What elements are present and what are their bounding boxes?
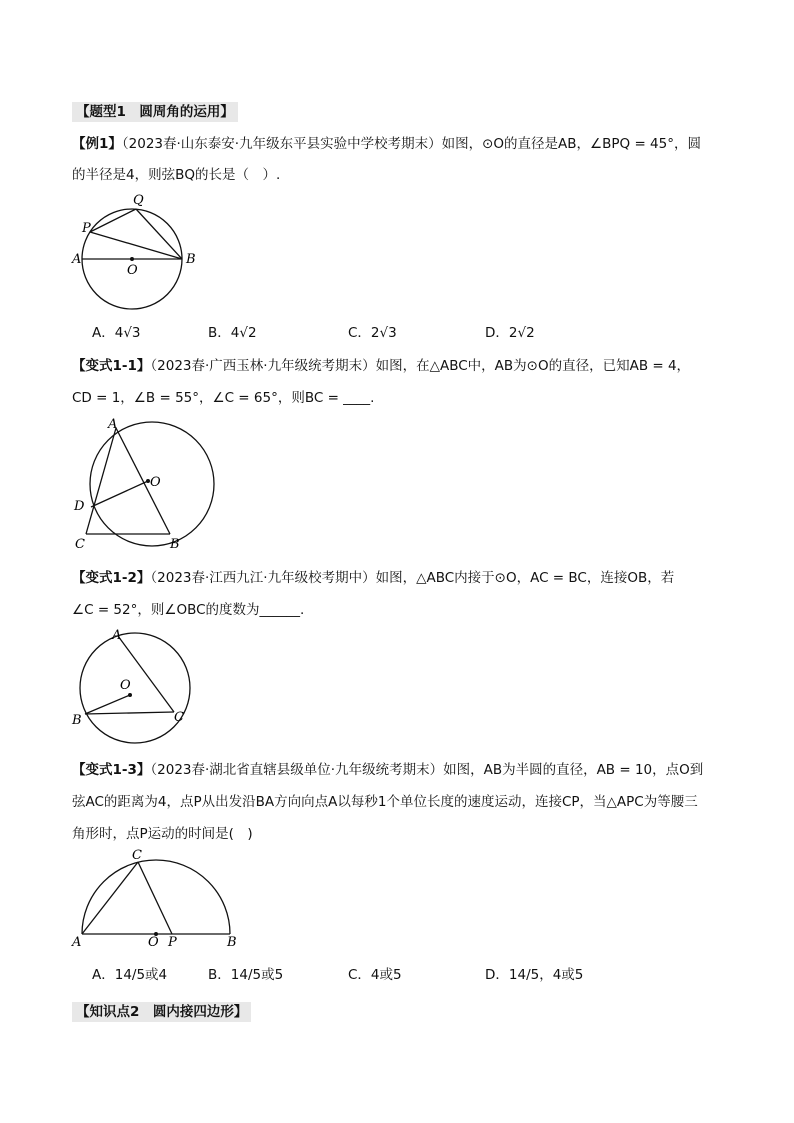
variant12-figure (70, 626, 200, 750)
example1-figure (70, 192, 200, 322)
label-A: A (108, 417, 118, 432)
example1-line2: 的半径是4，则弦BQ的长是（ ）. (72, 167, 281, 183)
variant13-text-line1 (72, 760, 703, 780)
variant11-figure (70, 414, 220, 554)
variant13-option-c[interactable]: C．4或5 (348, 967, 402, 983)
label-O: O (120, 678, 131, 693)
example1-tag: 【例1】 (72, 136, 122, 152)
variant12-line2: ∠C = 52°，则∠OBC的度数为______. (72, 602, 305, 618)
example1-option-c[interactable]: C．2√3 (348, 325, 397, 341)
variant11-tag: 【变式1-1】 (72, 358, 151, 374)
label-A: A (72, 935, 82, 948)
variant12-tag: 【变式1-2】 (72, 570, 151, 586)
variant12-line1: （2023春·江西九江·九年级校考期中）如图，△ABC内接于⊙O，AC = BC，连接OB，若 (150, 570, 675, 586)
variant13-line2: 弦AC的距离为4，点P从出发沿BA方向向点A以每秒1个单位长度的速度运动，连接CP，当△APC为等腰三 (72, 794, 698, 810)
example1-line1: （2023春·山东泰安·九年级东平县实验中学校考期末）如图，⊙O的直径是AB，∠BPQ = 45°，圆 (121, 136, 701, 152)
example1-text-line1 (72, 134, 701, 154)
variant13-tag: 【变式1-3】 (72, 762, 151, 778)
label-Q: Q (133, 193, 144, 208)
label-C: C (75, 537, 85, 552)
label-A: A (72, 252, 82, 267)
example1-option-d[interactable]: D．2√2 (485, 325, 535, 341)
label-B: B (227, 935, 237, 948)
variant11-line1: （2023春·广西玉林·九年级统考期末）如图，在△ABC中，AB为⊙O的直径，已知AB = 4， (150, 358, 691, 374)
label-B: B (186, 252, 196, 267)
example1-option-a[interactable]: A．4√3 (92, 325, 141, 341)
variant13-line3: 角形时，点P运动的时间是( ) (72, 826, 253, 842)
variant13-figure (70, 848, 250, 948)
label-O: O (127, 263, 138, 278)
label-C: C (132, 848, 142, 863)
label-P: P (82, 221, 91, 236)
variant13-line1: （2023春·湖北省直辖县级单位·九年级统考期末）如图，AB为半圆的直径，AB = 10，点O到 (150, 762, 704, 778)
label-B: B (170, 537, 180, 552)
variant11-text-line1 (72, 356, 690, 376)
variant13-option-a[interactable]: A．14/5或4 (92, 967, 168, 983)
label-B: B (72, 713, 82, 728)
label-C: C (174, 710, 184, 725)
variant12-text-line1 (72, 568, 674, 588)
label-D: D (74, 499, 85, 514)
variant11-line2: CD = 1，∠B = 55°，∠C = 65°，则BC = ____. (72, 390, 375, 406)
section-heading: 【题型1 圆周角的运用】 (72, 102, 238, 122)
variant13-option-b[interactable]: B．14/5或5 (208, 967, 284, 983)
section-heading-2: 【知识点2 圆内接四边形】 (72, 1002, 251, 1022)
label-O: O (150, 475, 161, 490)
label-A: A (112, 628, 122, 643)
variant13-option-d[interactable]: D．14/5，4或5 (485, 967, 584, 983)
label-O: O (148, 935, 159, 948)
example1-option-b[interactable]: B．4√2 (208, 325, 257, 341)
label-P: P (168, 935, 177, 948)
